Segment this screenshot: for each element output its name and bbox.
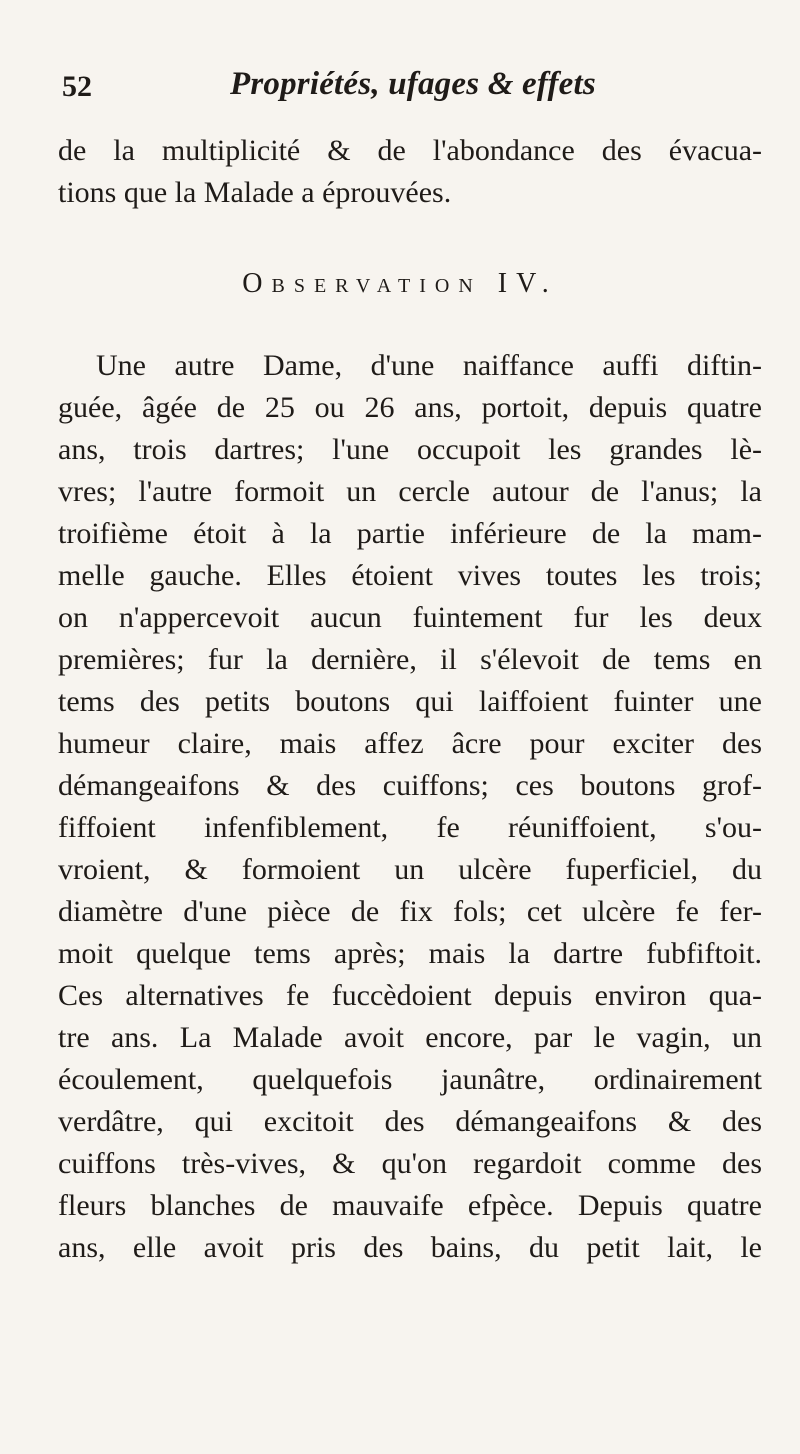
text-line: tems des petits boutons qui laiffoient fuinter une	[58, 685, 762, 718]
running-head	[62, 62, 742, 112]
text-line: guée, âgée de 25 ou 26 ans, portoit, depuis quatre	[58, 391, 762, 424]
text-line: vres; l'autre formoit un cercle autour de l'anus; la	[58, 475, 762, 508]
section-heading: Observation IV.	[242, 268, 558, 299]
text-line: melle gauche. Elles étoient vives toutes les trois;	[58, 559, 762, 592]
text-line: fiffoient infenfiblement, fe réuniffoient, s'ou-	[58, 811, 762, 844]
intro-paragraph	[58, 130, 762, 214]
text-line: tions que la Malade a éprouvées.	[58, 176, 452, 209]
running-title: Propriétés, ufages & effets	[230, 66, 596, 102]
text-line: premières; fur la dernière, il s'élevoit de tems en	[58, 643, 762, 676]
text-line: de la multiplicité & de l'abondance des évacua-	[58, 134, 762, 167]
text-line: démangeaifons & des cuiffons; ces boutons grof-	[58, 769, 762, 802]
text-line: troifième étoit à la partie inférieure de la mam-	[58, 517, 762, 550]
text-line: vroient, & formoient un ulcère fuperficiel, du	[58, 853, 762, 886]
text-line: ans, trois dartres; l'une occupoit les grandes lè-	[58, 433, 762, 466]
text-line: cuiffons très-vives, & qu'on regardoit comme des	[58, 1147, 762, 1180]
text-line: moit quelque tems après; mais la dartre fubfiftoit.	[58, 937, 762, 970]
text-line: fleurs blanches de mauvaife efpèce. Depuis quatre	[58, 1189, 762, 1222]
text-line: ans, elle avoit pris des bains, du petit lait, le	[58, 1231, 762, 1264]
body-paragraph	[58, 345, 762, 1269]
text-line: Une autre Dame, d'une naiffance auffi diftin-	[96, 349, 762, 382]
text-line: diamètre d'une pièce de fix fols; cet ulcère fe fer-	[58, 895, 762, 928]
text-line: on n'appercevoit aucun fuintement fur les deux	[58, 601, 762, 634]
text-line: écoulement, quelquefois jaunâtre, ordinairement	[58, 1063, 762, 1096]
text-line: Ces alternatives fe fuccèdoient depuis environ qua-	[58, 979, 762, 1012]
page-number: 52	[62, 70, 92, 103]
text-line: tre ans. La Malade avoit encore, par le vagin, un	[58, 1021, 762, 1054]
text-line: verdâtre, qui excitoit des démangeaifons & des	[58, 1105, 762, 1138]
text-line: humeur claire, mais affez âcre pour exciter des	[58, 727, 762, 760]
